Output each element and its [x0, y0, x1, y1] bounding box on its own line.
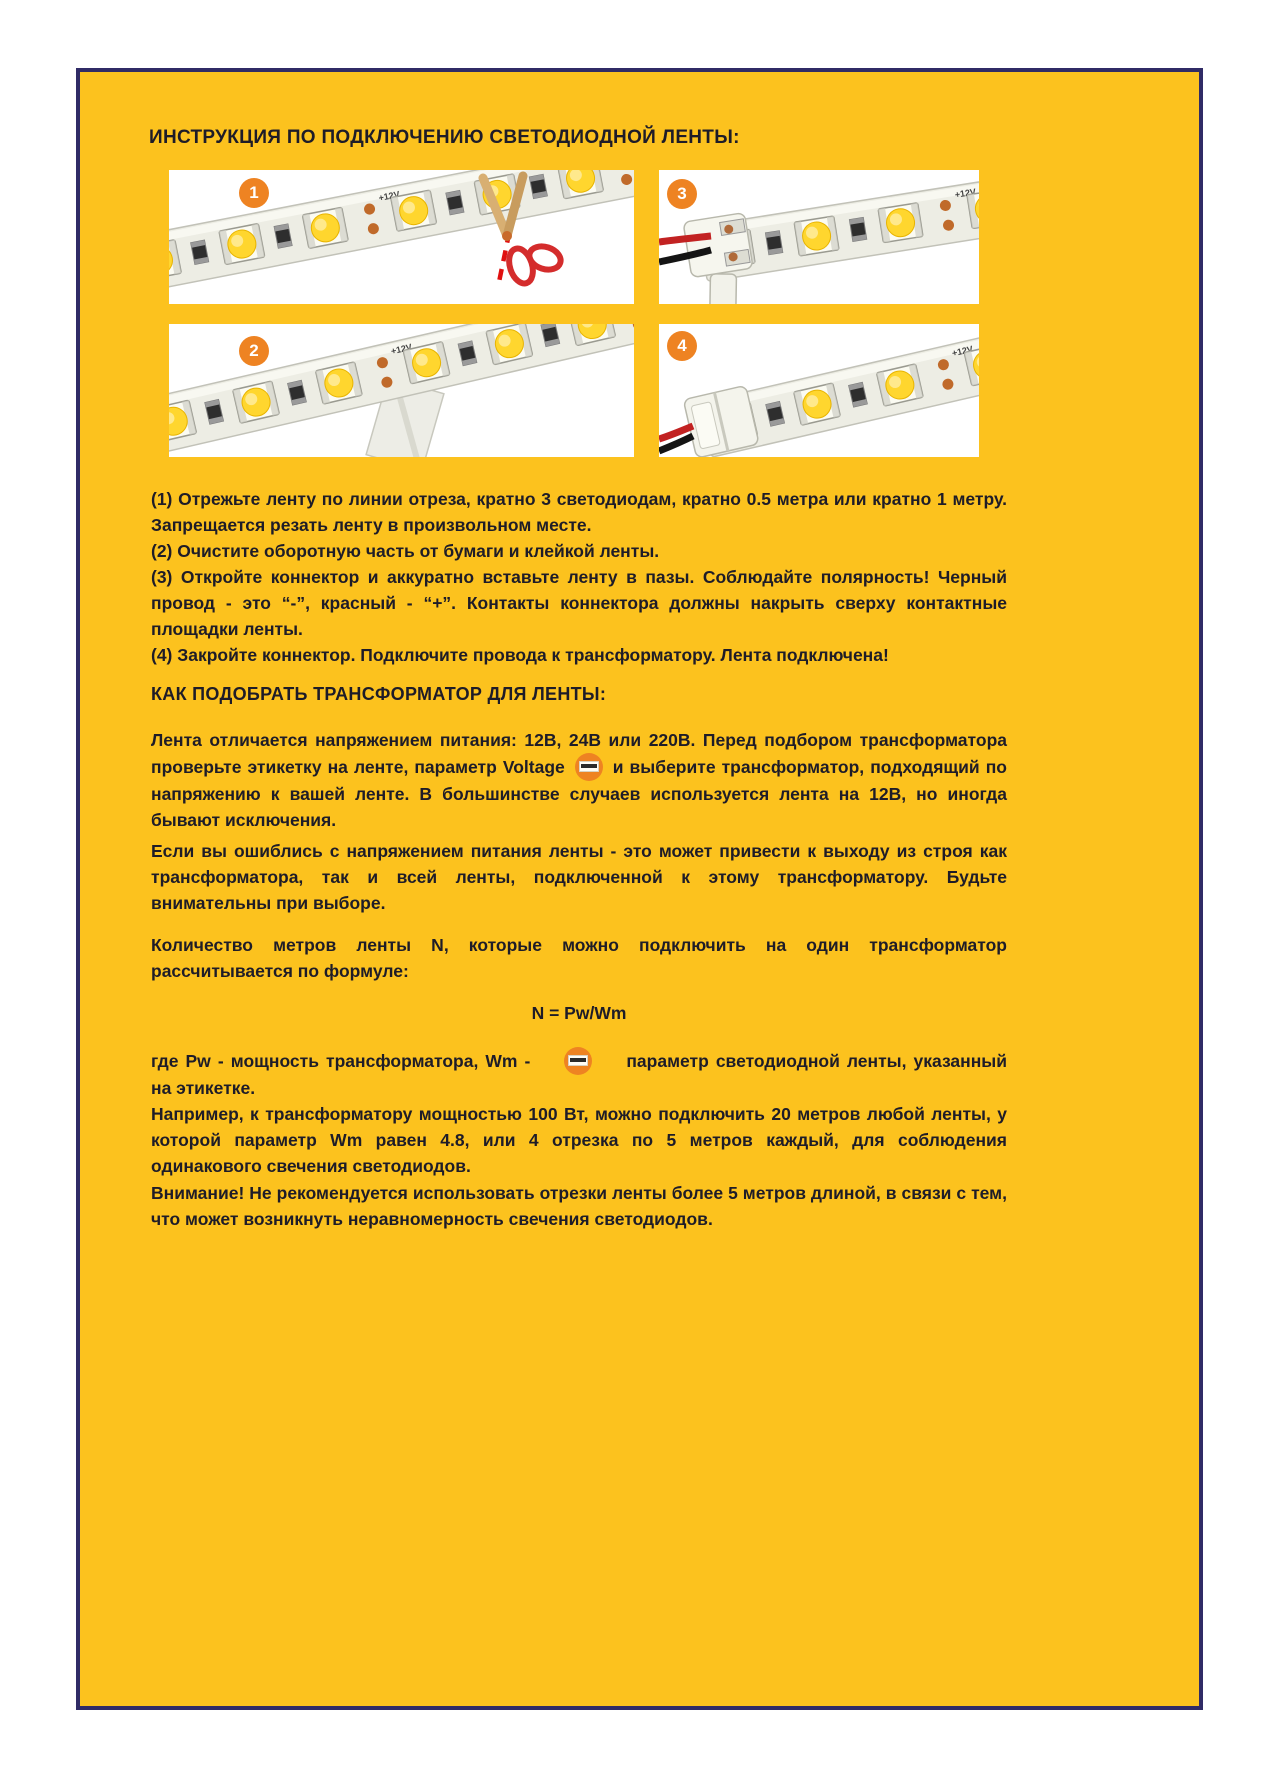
- attention-paragraph: Внимание! Не рекомендуется использовать отрезки ленты более 5 метров длиной, в связи с тем, что может возникнуть неравномерность свечения светодиодов.: [151, 1183, 1007, 1229]
- step-badge-2: 2: [239, 336, 269, 366]
- figure-peel-backing: [169, 324, 634, 457]
- step-badge-1: 1: [239, 178, 269, 208]
- legend-block: [151, 1047, 1007, 1179]
- example-paragraph: Например, к трансформатору мощностью 100 Вт, можно подключить 20 метров любой ленты, у которой параметр Wm равен 4.8, или 4 отрезка по 5 метров каждый, для соблюдения одинакового свечения светодиодов.: [151, 1104, 1007, 1176]
- figure-open-connector: [659, 170, 979, 304]
- wm-label-icon: [564, 1047, 592, 1075]
- legend-paragraph: [151, 1047, 1007, 1101]
- open-connector-illustration: [659, 170, 979, 304]
- step-3-text: (3) Откройте коннектор и аккуратно вставьте ленту в пазы. Соблюдайте полярность! Черный провод - это “-”, красный - “+”. Контакты коннектора должны накрыть сверху контактные площадки ленты.: [151, 567, 1007, 639]
- peel-backing-illustration: [169, 324, 634, 457]
- voltage-paragraph: [151, 727, 1007, 833]
- formula-intro-paragraph: Количество метров ленты N, которые можно подключить на один трансформатор рассчитывается по формуле:: [151, 935, 1007, 981]
- voltage-label-icon: [575, 753, 603, 781]
- figure-closed-connector: [659, 324, 979, 457]
- step-badge-4: 4: [667, 331, 697, 361]
- wrong-voltage-paragraph: Если вы ошиблись с напряжением питания ленты - это может привести к выходу из строя как трансформатора, так и всей ленты, подключенной к этому трансформатору. Будьте внимательны при выборе.: [151, 841, 1007, 913]
- step-1-text: (1) Отрежьте ленту по линии отреза, кратно 3 светодиодам, кратно 0.5 метра или кратно 1 метру. Запрещается резать ленту в произвольном месте.: [151, 489, 1007, 535]
- voltage-text-before: Лента отличается напряжением питания: 12В, 24В или 220В. Перед подбором трансформатора проверьте этикетку на ленте, параметр Voltage: [151, 730, 1007, 777]
- instruction-sheet: [76, 68, 1203, 1710]
- voltage-text-after: и выберите трансформатор, подходящий по напряжению к вашей ленте. В большинстве случаев используется лента на 12В, но иногда бывают исключения.: [151, 757, 1007, 830]
- formula-text: N = Pw/Wm: [531, 1003, 627, 1023]
- transformer-section-heading: КАК ПОДОБРАТЬ ТРАНСФОРМАТОР ДЛЯ ЛЕНТЫ:: [151, 684, 607, 704]
- connector-closed: [683, 385, 759, 457]
- legend-text-after: параметр светодиодной ленты, указанный на этикетке.: [151, 1051, 1007, 1098]
- connection-steps: [151, 486, 1007, 668]
- page-title: ИНСТРУКЦИЯ ПО ПОДКЛЮЧЕНИЮ СВЕТОДИОДНОЙ ЛЕНТЫ:: [149, 126, 740, 148]
- step-badge-3: 3: [667, 179, 697, 209]
- legend-text-before: где Pw - мощность трансформатора, Wm -: [151, 1051, 531, 1071]
- step-4-text: (4) Закройте коннектор. Подключите провода к трансформатору. Лента подключена!: [151, 645, 889, 665]
- figure-cut-strip: [169, 170, 634, 304]
- closed-connector-illustration: [659, 324, 979, 457]
- step-2-text: (2) Очистите оборотную часть от бумаги и клейкой ленты.: [151, 541, 660, 561]
